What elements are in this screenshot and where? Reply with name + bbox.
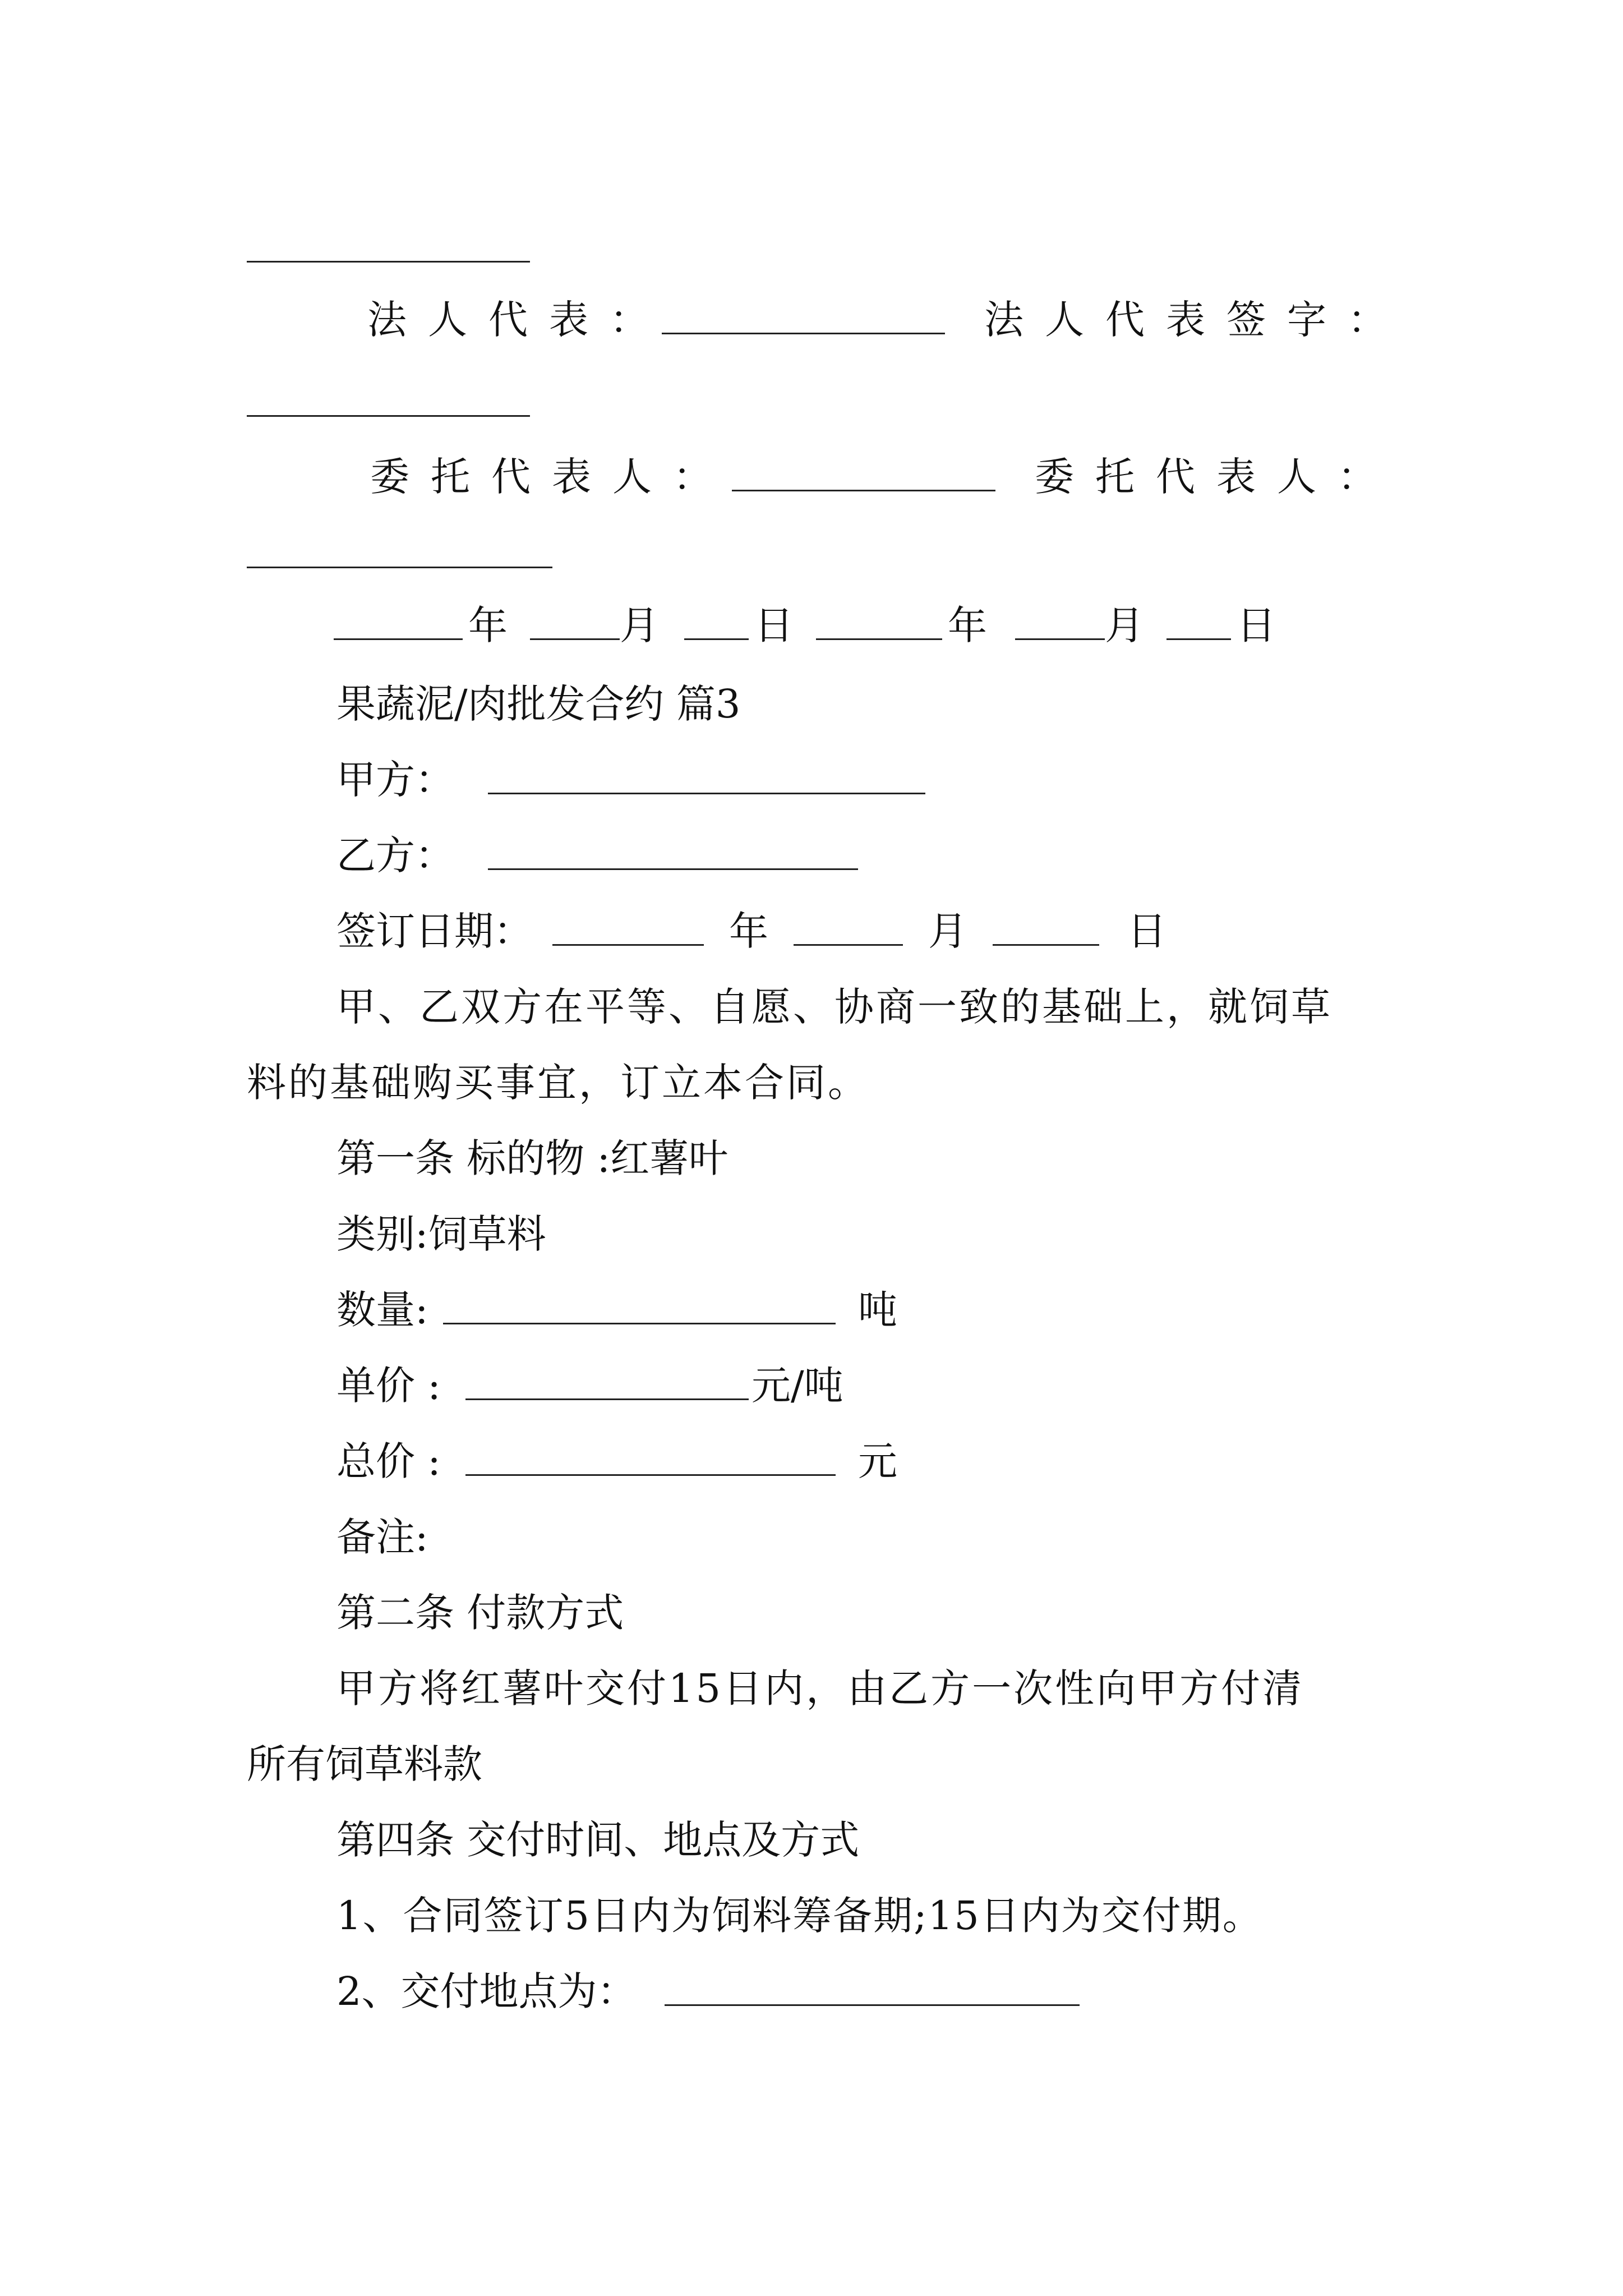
- party-b-label: 乙方：: [336, 832, 454, 878]
- signature-blank-line: [247, 415, 530, 417]
- intro-line-2: 料的基础购买事宜，订立本合同。: [247, 1060, 869, 1106]
- quantity-label: 数量:: [336, 1287, 428, 1333]
- legal-rep-sign-label: 法人代表签字：: [984, 297, 1408, 343]
- year-label-a: 年: [468, 602, 508, 648]
- article-2-line-2: 所有饲草料款: [247, 1741, 482, 1787]
- month-blank-a[interactable]: [530, 606, 620, 640]
- party-a-blank[interactable]: [488, 760, 925, 794]
- remarks-label: 备注:: [336, 1514, 428, 1560]
- party-b-blank[interactable]: [488, 836, 858, 870]
- article-1-heading: 第一条 标的物 :红薯叶: [336, 1135, 728, 1181]
- entrusted-rep-label-b: 委托代表人：: [1035, 454, 1398, 500]
- category-row: 类别:饲草料: [336, 1211, 546, 1257]
- intro-line-1: 甲、乙双方在平等、自愿、协商一致的基础上，就饲草: [336, 984, 1332, 1030]
- delivery-location-blank[interactable]: [665, 1972, 1080, 2006]
- entrusted-rep-blank[interactable]: [732, 457, 995, 491]
- quantity-blank[interactable]: [443, 1290, 836, 1324]
- sign-year-label: 年: [729, 908, 768, 954]
- day-blank-b[interactable]: [1166, 606, 1231, 640]
- month-label-b: 月: [1105, 602, 1144, 648]
- year-label-b: 年: [948, 602, 987, 648]
- party-a-label: 甲方：: [336, 757, 454, 803]
- total-price-unit: 元: [858, 1438, 897, 1484]
- total-price-label: 总价 :: [336, 1438, 441, 1484]
- year-blank-a[interactable]: [334, 606, 463, 640]
- sign-year-blank[interactable]: [552, 912, 704, 946]
- article-2-heading: 第二条 付款方式: [336, 1590, 624, 1636]
- day-blank-a[interactable]: [684, 606, 749, 640]
- sign-month-label: 月: [928, 908, 967, 954]
- legal-rep-blank[interactable]: [662, 300, 945, 334]
- delivery-location-label: 2、交付地点为：: [336, 1968, 637, 2014]
- contract-title: 果蔬泥/肉批发合约 篇3: [336, 681, 741, 727]
- month-blank-b[interactable]: [1015, 606, 1105, 640]
- sign-day-label: 日: [1127, 908, 1166, 954]
- quantity-unit: 吨: [858, 1287, 897, 1333]
- signature-blank-line: [247, 261, 530, 263]
- article-4-heading: 第四条 交付时间、地点及方式: [336, 1817, 860, 1863]
- signature-blank-line: [247, 567, 552, 568]
- unit-price-blank[interactable]: [465, 1366, 749, 1400]
- unit-price-unit: 元/吨: [751, 1363, 843, 1409]
- day-label-a: 日: [754, 602, 794, 648]
- month-label-a: 月: [620, 602, 659, 648]
- entrusted-rep-label-a: 委托代表人：: [370, 454, 734, 500]
- sign-day-blank[interactable]: [993, 912, 1099, 946]
- article-2-line-1: 甲方将红薯叶交付15日内，由乙方一次性向甲方付清: [336, 1665, 1304, 1711]
- legal-rep-label: 法人代表：: [367, 297, 670, 343]
- total-price-blank[interactable]: [465, 1442, 836, 1476]
- article-4-item-1: 1、合同签订5日内为饲料筹备期;15日内为交付期。: [336, 1893, 1263, 1939]
- year-blank-b[interactable]: [816, 606, 942, 640]
- unit-price-label: 单价 :: [336, 1363, 441, 1409]
- sign-month-blank[interactable]: [794, 912, 903, 946]
- sign-date-label: 签订日期：: [336, 908, 533, 954]
- day-label-b: 日: [1237, 602, 1276, 648]
